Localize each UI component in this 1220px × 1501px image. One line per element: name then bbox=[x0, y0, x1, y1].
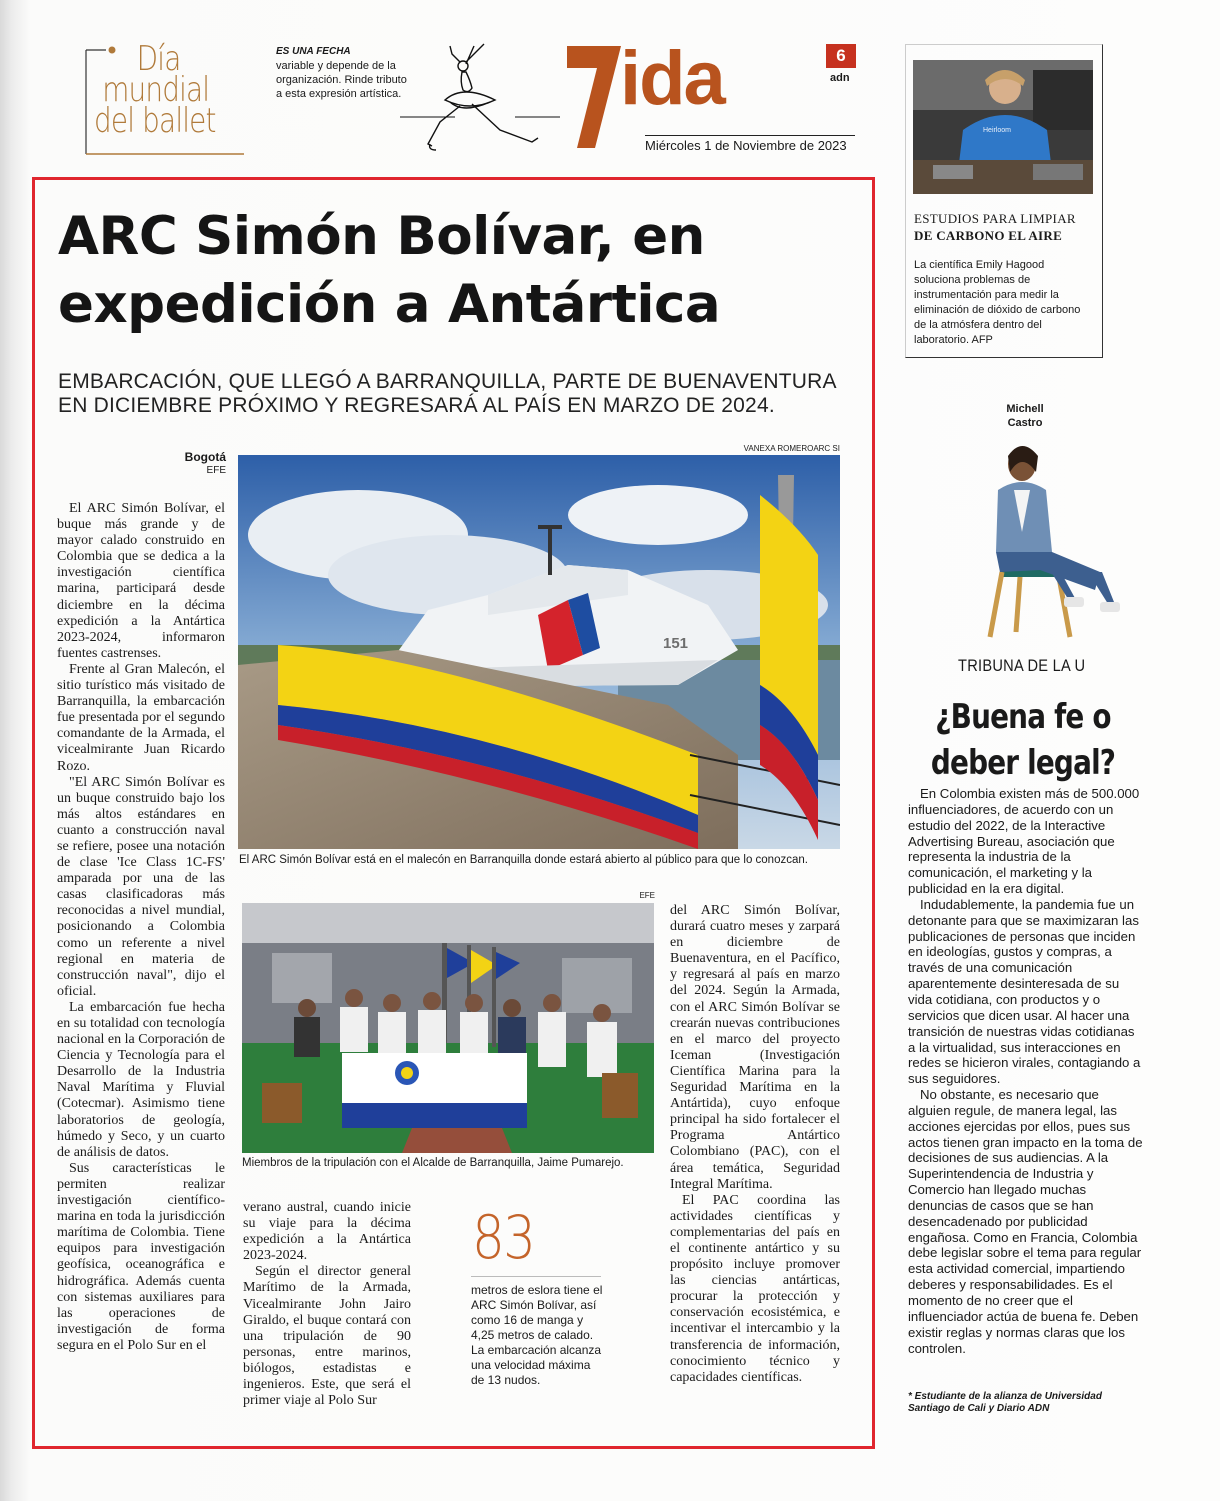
stat-divider bbox=[471, 1276, 601, 1277]
photo-credit: EFE bbox=[639, 891, 655, 900]
photo-caption: Miembros de la tripulación con el Alcalde de Barranquilla, Jaime Pumarejo. bbox=[242, 1157, 624, 1169]
paragraph: del ARC Simón Bolívar, durará cuatro meses y zarpará en diciembre de Buenaventura, en el Pacífico, y regresará al país en marzo del 2024. Según la Armada, con el ARC Simón Bolívar se crearán nuevas contribuciones en el marco del proyecto Iceman (Investigación Científica Marina para la Seguridad Marítima en la Antártida), cuyo enfoque principal ha sido fortalecer el Programa Antártico Colombiano (PAC), con el área temática, Seguridad Integral Marítima. bbox=[670, 903, 840, 1192]
section-seven-logo bbox=[565, 38, 623, 150]
paragraph: "El ARC Simón Bolívar es un buque construido bajo los más altos estándares en cuanto a construcción naval se refiere, posee una notación de clase 'Ice Class 1C-FS' amparada por una de las casas clasificadoras más reconocidas a nivel mundial, posicionando a Colombia como un referente a nivel regional en materia de construcción naval", dijo el oficial. bbox=[57, 774, 225, 999]
lab-title-line: DE CARBONO EL AIRE bbox=[914, 228, 1063, 243]
article-subhead: EMBARCACIÓN, QUE LLEGÓ A BARRANQUILLA, PARTE DE BUENAVENTURA EN DICIEMBRE PRÓXIMO Y REGRESARÁ AL PAÍS EN MARZO DE 2024. bbox=[58, 370, 836, 417]
ballet-kicker: ES UNA FECHA bbox=[276, 46, 351, 57]
ballet-title-line: Día bbox=[136, 39, 181, 79]
footnote-line: * Estudiante de la alianza de Universidad bbox=[908, 1391, 1102, 1402]
ballet-desc-text: variable y depende de la organización. Rinde tributo a esta expresión artística. bbox=[276, 60, 407, 100]
ship-photo bbox=[238, 455, 840, 849]
stat-number: 83 bbox=[472, 1203, 535, 1273]
issue-date: Miércoles 1 de Noviembre de 2023 bbox=[645, 135, 855, 153]
author-name bbox=[990, 402, 1060, 430]
headline-line: expedición a Antártica bbox=[58, 274, 721, 335]
shirt-logo: Heirloom bbox=[983, 127, 1012, 134]
lab-title-line: ESTUDIOS PARA LIMPIAR bbox=[914, 211, 1076, 226]
paragraph: verano austral, cuando inicie su viaje para la décima expedición a la Antártica 2023-2024. bbox=[243, 1200, 411, 1264]
article-headline bbox=[58, 203, 858, 339]
author-photo bbox=[960, 432, 1130, 647]
article-column-2 bbox=[243, 1200, 411, 1409]
paragraph: Frente al Gran Malecón, el sitio turístico más visitado de Barranquilla, la embarcación fue presentada por el segundo comandante de la Armada, el vicealmirante Juan Ricardo Rozo. bbox=[57, 661, 225, 774]
ballet-day-title bbox=[94, 39, 216, 141]
paragraph: El PAC coordina las actividades científicas y complementarias del país en el continente antártico y su propósito incluye promover las ciencias antárticas, procurar la protección y conservación ecosistémica, e incentivar el intercambio y la transferencia de información, conocimiento técnico y capacidades científicas. bbox=[670, 1192, 840, 1385]
author-footnote bbox=[908, 1391, 1148, 1415]
stat-description: metros de eslora tiene el ARC Simón Bolívar, así como 16 de manga y 4,25 metros de calado. La embarcación alcanza una velocidad máxima de 13 nudos. bbox=[471, 1283, 603, 1387]
ballet-title-line: del ballet bbox=[94, 101, 216, 141]
opinion-title-line: deber legal? bbox=[930, 743, 1116, 783]
lab-brief-text: La científica Emily Hagood soluciona problemas de instrumentación para medir la eliminación de dióxido de carbono de la atmósfera dentro del laboratorio. AFP bbox=[914, 259, 1081, 346]
opinion-body bbox=[908, 786, 1144, 1356]
page-number: 6 bbox=[826, 44, 856, 68]
opinion-title bbox=[926, 694, 1120, 786]
section-name: ida bbox=[620, 36, 724, 121]
ballet-description bbox=[276, 45, 416, 101]
crew-photo bbox=[242, 903, 654, 1153]
ballet-title-line: mundial bbox=[102, 70, 210, 110]
headline-line: ARC Simón Bolívar, en bbox=[58, 206, 705, 267]
opinion-title-line: ¿Buena fe o bbox=[935, 697, 1111, 737]
scientist-lab-photo bbox=[913, 60, 1093, 194]
dateline-city: Bogotá bbox=[184, 450, 226, 464]
ship-hull-number: 151 bbox=[663, 635, 689, 652]
author-first: Michell bbox=[1006, 403, 1044, 415]
photo-caption: El ARC Simón Bolívar está en el malecón en Barranquilla donde estará abierto al público para que lo conozcan. bbox=[239, 854, 808, 866]
opinion-section-label: TRIBUNA DE LA U bbox=[958, 656, 1086, 675]
author-last: Castro bbox=[1007, 417, 1043, 429]
paragraph: No obstante, es necesario que alguien regule, de manera legal, las acciones ejercidas por ellos, pues sus actos tienen gran impacto en la toma de decisiones de sus audiencias. A la Superintendencia de Industria y Comercio han llegado muchas denuncias de casos que se han desencadenado por publicidad engañosa. Como en Francia, Colombia debe legislar sobre el tema para regular esta actividad comercial, impartiendo deberes y responsabilidades. Es el momento de no creer que el influenciador actúa de buena fe. Deben existir reglas y normas claras que los controlen. bbox=[908, 1087, 1143, 1356]
brand-adn: adn bbox=[830, 72, 850, 84]
paragraph: La embarcación fue hecha en su totalidad con tecnología nacional en la Corporación de Ciencia y Tecnología para el Desarrollo de la Industria Naval Marítima y Fluvial (Cotecmar). Asimismo tiene laboratorios de geología, húmedo y Seco, y un cuarto de análisis de datos. bbox=[57, 999, 225, 1160]
footnote-line: Santiago de Cali y Diario ADN bbox=[908, 1403, 1050, 1414]
photo-credit: VANEXA ROMEROARC SI bbox=[743, 444, 840, 453]
dateline bbox=[150, 450, 226, 464]
paragraph: El ARC Simón Bolívar, el buque más grande y de mayor calado construido en Colombia que se dedica a la investigación científica marina, participará desde diciembre en la décima expedición a la Antártica 2023-2024, informaron fuentes castrenses. bbox=[57, 501, 225, 661]
dateline-agency: EFE bbox=[206, 465, 226, 476]
paragraph: Indudablemente, la pandemia fue un detonante para que se maximizaran las publicaciones de personas que inciden en ideologías, gustos y compras, a través de una comunicación aparentemente desinteresada de su vida cotidiana, con productos y o servicios que dicen usar. Al hacer una transición de nuestras vidas cotidianas a la virtualidad, sus interacciones en redes se hicieron virales, contagiando a sus seguidores. bbox=[908, 896, 1141, 1087]
paragraph: En Colombia existen más de 500.000 influenciadores, de acuerdo con un estudio del 2022, de la Interactive Advertising Bureau, asociación que representa la industria de la comunicación, el marketing y la publicidad en la era digital. bbox=[908, 786, 1140, 897]
ballerina-illustration bbox=[400, 42, 570, 160]
lab-brief-title bbox=[914, 210, 1099, 244]
article-column-1 bbox=[57, 501, 225, 1354]
paragraph: Según el director general Marítimo de la Armada, Vicealmirante John Jairo Giraldo, el buque contará con una tripulación de 90 personas, entre marinos, biólogos, estadistas e ingenieros. Este, que será el primer viaje al Polo Sur bbox=[243, 1264, 411, 1409]
paragraph: Sus características le permiten realizar investigación científico-marina en toda la jurisdicción marítima de Colombia. Tiene equipos para investigación geofísica, oceanográfica e hidrográfica. Además cuenta con sistemas auxiliares para las operaciones de investigación de forma segura en el Polo Sur en el bbox=[57, 1160, 225, 1353]
article-column-3 bbox=[670, 903, 840, 1386]
